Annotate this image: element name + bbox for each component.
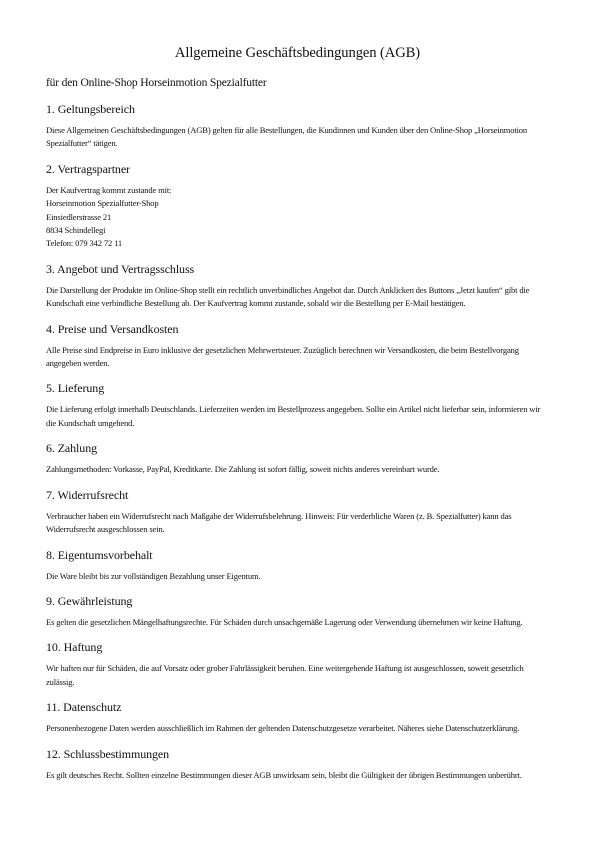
street-line: Einsiedlerstrasse 21 — [46, 211, 112, 222]
section-gewaehrleistung — [46, 594, 549, 629]
section-heading: 8. Eigentumsvorbehalt — [46, 547, 153, 562]
section-heading: 1. Geltungsbereich — [46, 102, 135, 116]
section-heading: 2. Vertragspartner — [46, 161, 130, 176]
section-lieferung — [46, 381, 549, 430]
section-haftung — [46, 640, 549, 689]
section-body: Verbraucher haben ein Widerrufsrecht nach Maßgabe der Widerrufsbelehrung. Hinweis: Für verderbliche Waren (z. B. Spezialfutter) kann das Widerrufsrecht ausgeschlossen sein. — [46, 510, 512, 535]
section-angebot — [46, 262, 549, 311]
section-body: Diese Allgemeinen Geschäftsbedingungen (AGB) gelten für alle Bestellungen, die Kundinnen und Kunden über den Online-Shop „Horseinmotion Spezialfutter“ tätigen. — [46, 125, 528, 149]
section-body: Die Ware bleibt bis zur vollständigen Bezahlung unser Eigentum. — [46, 570, 261, 581]
section-preise — [46, 322, 549, 371]
document-title: Allgemeine Geschäftsbedingungen (AGB) — [174, 45, 421, 61]
section-body: Die Lieferung erfolgt innerhalb Deutschlands. Lieferzeiten werden im Bestellprozess angegeben. Sollte ein Artikel nicht lieferbar sein, informieren wir die Kundschaft umgehend. — [46, 404, 541, 428]
section-heading: 12. Schlussbestimmungen — [46, 746, 170, 761]
section-widerrufsrecht — [46, 488, 549, 537]
section-body: Alle Preise sind Endpreise in Euro inklusive der gesetzlichen Mehrwertsteuer. Zuzüglich berechnen wir Versandkosten, die beim Bestellvorgang angegeben werden. — [46, 344, 519, 369]
section-geltungsbereich — [46, 102, 549, 151]
section-heading: 7. Widerrufsrecht — [46, 487, 129, 502]
section-heading: 10. Haftung — [46, 640, 103, 655]
section-datenschutz — [46, 700, 549, 735]
section-zahlung — [46, 441, 549, 476]
section-heading: 5. Lieferung — [46, 381, 105, 396]
contract-intro-line: Der Kaufvertrag kommt zustande mit: — [46, 184, 172, 195]
section-body: Es gilt deutsches Recht. Sollten einzelne Bestimmungen dieser AGB unwirksam sein, bleibt die Gültigkeit der übrigen Bestimmungen unberührt. — [46, 769, 522, 780]
section-body: Personenbezogene Daten werden ausschließlich im Rahmen der geltenden Datenschutzgesetze verarbeitet. Näheres siehe Datenschutzerklärung. — [46, 723, 520, 734]
document-subtitle: für den Online-Shop Horseinmotion Spezialfutter — [46, 76, 267, 89]
section-vertragspartner — [46, 162, 549, 251]
section-body: Es gelten die gesetzlichen Mängelhaftungsrechte. Für Schäden durch unsachgemäße Lagerung oder Verwendung übernehmen wir keine Haftung. — [46, 616, 523, 627]
section-body: Wir haften nur für Schäden, die auf Vorsatz oder grober Fahrlässigkeit beruhen. Eine weitergehende Haftung ist ausgeschlossen, soweit gesetzlich zulässig. — [46, 663, 524, 687]
section-heading: 11. Datenschutz — [46, 700, 122, 715]
address-block — [46, 184, 549, 251]
section-schlussbestimmungen — [46, 747, 549, 782]
section-eigentumsvorbehalt — [46, 548, 549, 583]
section-heading: 6. Zahlung — [46, 441, 97, 456]
section-heading: 3. Angebot und Vertragsschluss — [46, 261, 195, 276]
section-body: Zahlungsmethoden: Vorkasse, PayPal, Kreditkarte. Die Zahlung ist sofort fällig, soweit nichts anderes vereinbart wurde. — [46, 464, 440, 475]
section-body: Die Darstellung der Produkte im Online-Shop stellt ein rechtlich unverbindliches Angebot dar. Durch Anklicken des Buttons „Jetzt kaufen“ gibt die Kundschaft eine verbindliche Bestellung ab. Der Kaufvertrag kommt zustande, sobald wir die Bestellung per E-Mail bestätigen. — [46, 284, 530, 309]
section-heading: 4. Preise und Versandkosten — [46, 321, 179, 336]
company-name-line: Horseinmotion Spezialfutter-Shop — [46, 198, 159, 209]
section-heading: 9. Gewährleistung — [46, 593, 133, 608]
phone-line: Telefon: 079 342 72 11 — [46, 238, 123, 249]
city-line: 8834 Schindellegi — [46, 225, 106, 236]
